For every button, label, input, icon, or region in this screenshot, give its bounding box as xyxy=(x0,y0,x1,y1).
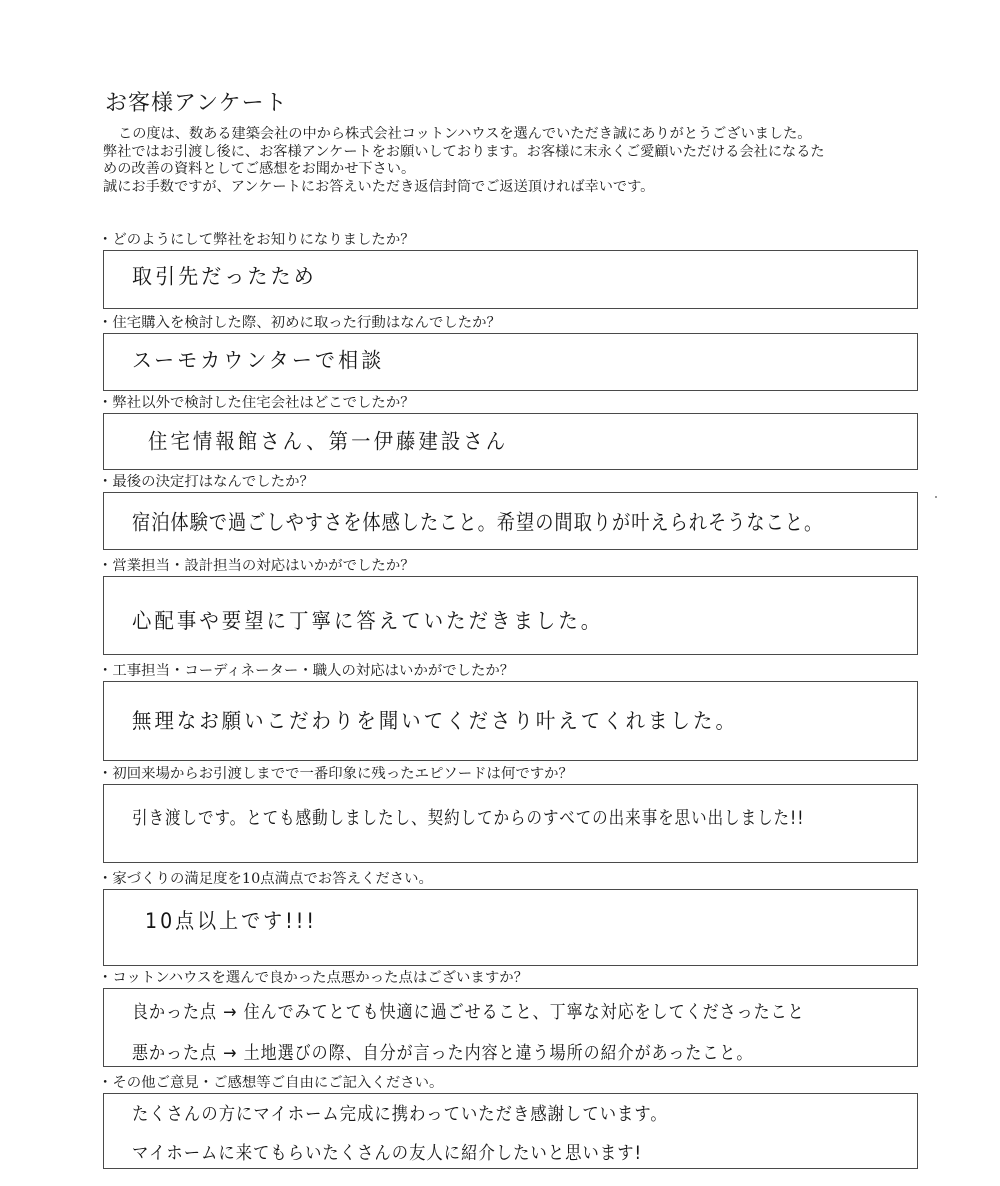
answer-5-line-1: 心配事や要望に丁寧に答えていただきました。 xyxy=(132,609,604,634)
answer-10-line-2: マイホームに来てもらいたくさんの友人に紹介したいと思います! xyxy=(132,1141,643,1164)
answer-9-line-2: 悪かった点 → 土地選びの際、自分が言った内容と違う場所の紹介があったこと。 xyxy=(132,1041,754,1064)
answer-2-line-1: スーモカウンターで相談 xyxy=(132,349,385,374)
survey-title: お客様アンケート xyxy=(105,91,288,116)
question-2: ・住宅購入を検討した際、初めに取った行動はなんでしたか？ xyxy=(98,315,501,331)
intro-line: 弊社ではお引渡し後に、お客様アンケートをお願いしております。お客様に末永くご愛顧いただける会社になるた xyxy=(103,143,825,160)
question-1: ・どのようにして弊社をお知りになりましたか？ xyxy=(98,232,415,248)
answer-9-line-1: 良かった点 → 住んでみてとても快適に過ごせること、丁寧な対応をしてくださったこと xyxy=(132,1000,805,1023)
question-5: ・営業担当・設計担当の対応はいかがでしたか？ xyxy=(98,558,415,574)
answer-3-line-1: 住宅情報館さん、第一伊藤建設さん xyxy=(148,430,509,455)
question-7: ・初回来場からお引渡しまでで一番印象に残ったエピソードは何ですか？ xyxy=(98,766,573,782)
question-10: ・その他ご意見・ご感想等ご自由にご記入ください。 xyxy=(98,1075,444,1091)
intro-line: 誠にお手数ですが、アンケートにお答えいただき返信封筒でご返送頂ければ幸いです。 xyxy=(103,178,655,195)
scan-speck xyxy=(935,496,937,498)
answer-10-line-1: たくさんの方にマイホーム完成に携わっていただき感謝しています。 xyxy=(132,1102,668,1125)
question-8: ・家づくりの満足度を10点満点でお答えください。 xyxy=(98,871,433,887)
intro-line: めの改善の資料としてご感想をお聞かせ下さい。 xyxy=(103,161,416,177)
intro-line: この度は、数ある建築会社の中から株式会社コットンハウスを選んでいただき誠にありがとうございました。 xyxy=(118,126,812,142)
answer-7-line-1: 引き渡しです。とても感動しましたし、契約してからのすべての出来事を思い出しました!! xyxy=(132,806,805,829)
question-3: ・弊社以外で検討した住宅会社はどこでしたか？ xyxy=(98,395,415,411)
answer-6-line-1: 無理なお願いこだわりを聞いてくださり叶えてくれました。 xyxy=(132,709,738,734)
question-9: ・コットンハウスを選んで良かった点悪かった点はございますか？ xyxy=(98,970,528,986)
answer-1-line-1: 取引先だったため xyxy=(132,265,317,290)
question-4: ・最後の決定打はなんでしたか？ xyxy=(98,474,314,490)
question-6: ・工事担当・コーディネーター・職人の対応はいかがでしたか？ xyxy=(98,663,515,679)
intro-text xyxy=(103,126,923,196)
answer-8-line-1: 10点以上です!!! xyxy=(145,909,318,934)
answer-4-line-1: 宿泊体験で過ごしやすさを体感したこと。希望の間取りが叶えられそうなこと。 xyxy=(132,511,824,536)
